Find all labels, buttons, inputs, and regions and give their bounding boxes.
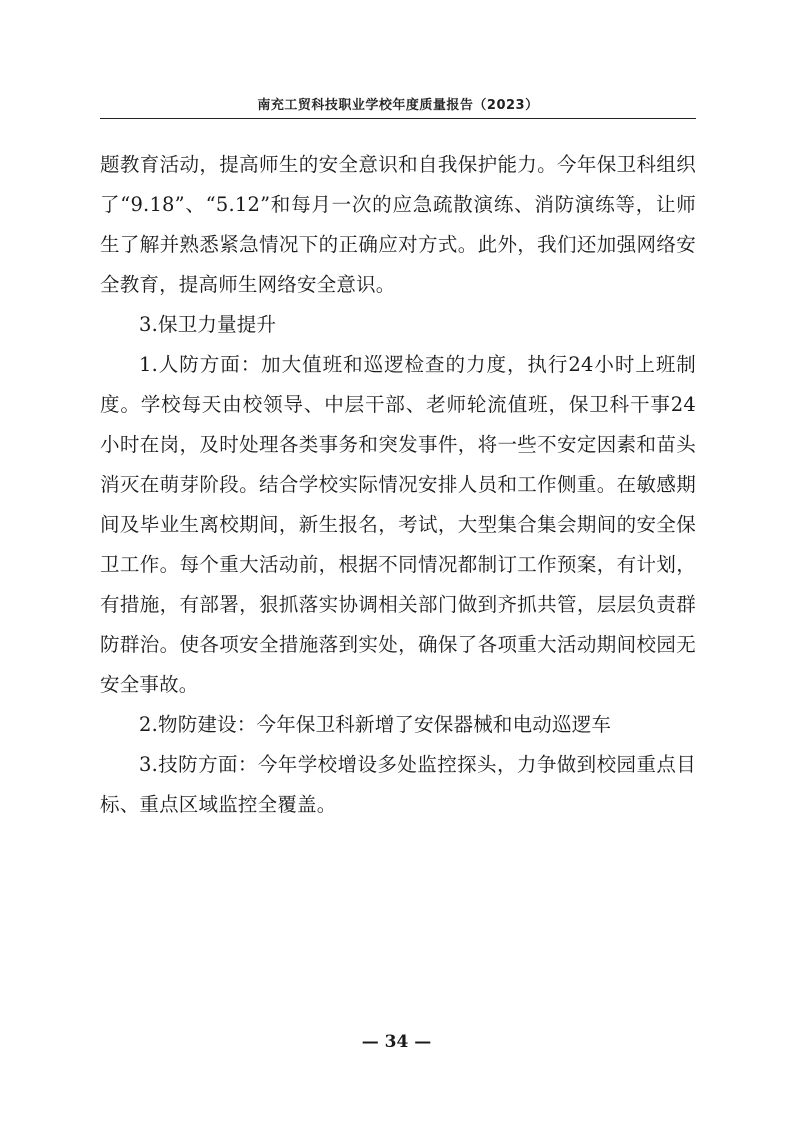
section-heading: 3.保卫力量提升 — [139, 313, 277, 336]
running-header: 南充工贸科技职业学校年度质量报告（2023） — [257, 98, 539, 113]
page-number: — 34 — — [361, 1032, 432, 1052]
paragraph-physical: 2.物防建设：今年保卫科新增了安保器械和电动巡逻车 — [139, 713, 612, 736]
paragraph-personnel: 1.人防方面：加大值班和巡逻检查的力度，执行24小时上班制度。学校每天由校领导、中层干部、老师轮流值班，保卫科干事24小时在岗，及时处理各类事务和突发事件，将一些不安定因素和苗头消灭在萌芽阶段。结合学校实际情况安排人员和工作侧重。在敏感期间及毕业生离校期间，新生报名，考试，大型集合集会期间的安全保卫工作。每个重大活动前，根据不同情况都制订工作预案，有计划，有措施，有部署，狠抓落实协调相关部门做到齐抓共管，层层负责群防群治。使各项安全措施落到实处，确保了各项重大活动期间校园无安全事故。 — [100, 353, 696, 696]
paragraph-continuation: 题教育活动，提高师生的安全意识和自我保护能力。今年保卫科组织了“9.18”、“5.12”和每月一次的应急疏散演练、消防演练等，让师生了解并熟悉紧急情况下的正确应对方式。此外，我们还加强网络安全教育，提高师生网络安全意识。 — [100, 153, 696, 296]
paragraph-technical: 3.技防方面：今年学校增设多处监控探头，力争做到校园重点目标、重点区域监控全覆盖。 — [100, 753, 696, 816]
document-body — [100, 145, 696, 825]
header-divider — [100, 118, 696, 119]
